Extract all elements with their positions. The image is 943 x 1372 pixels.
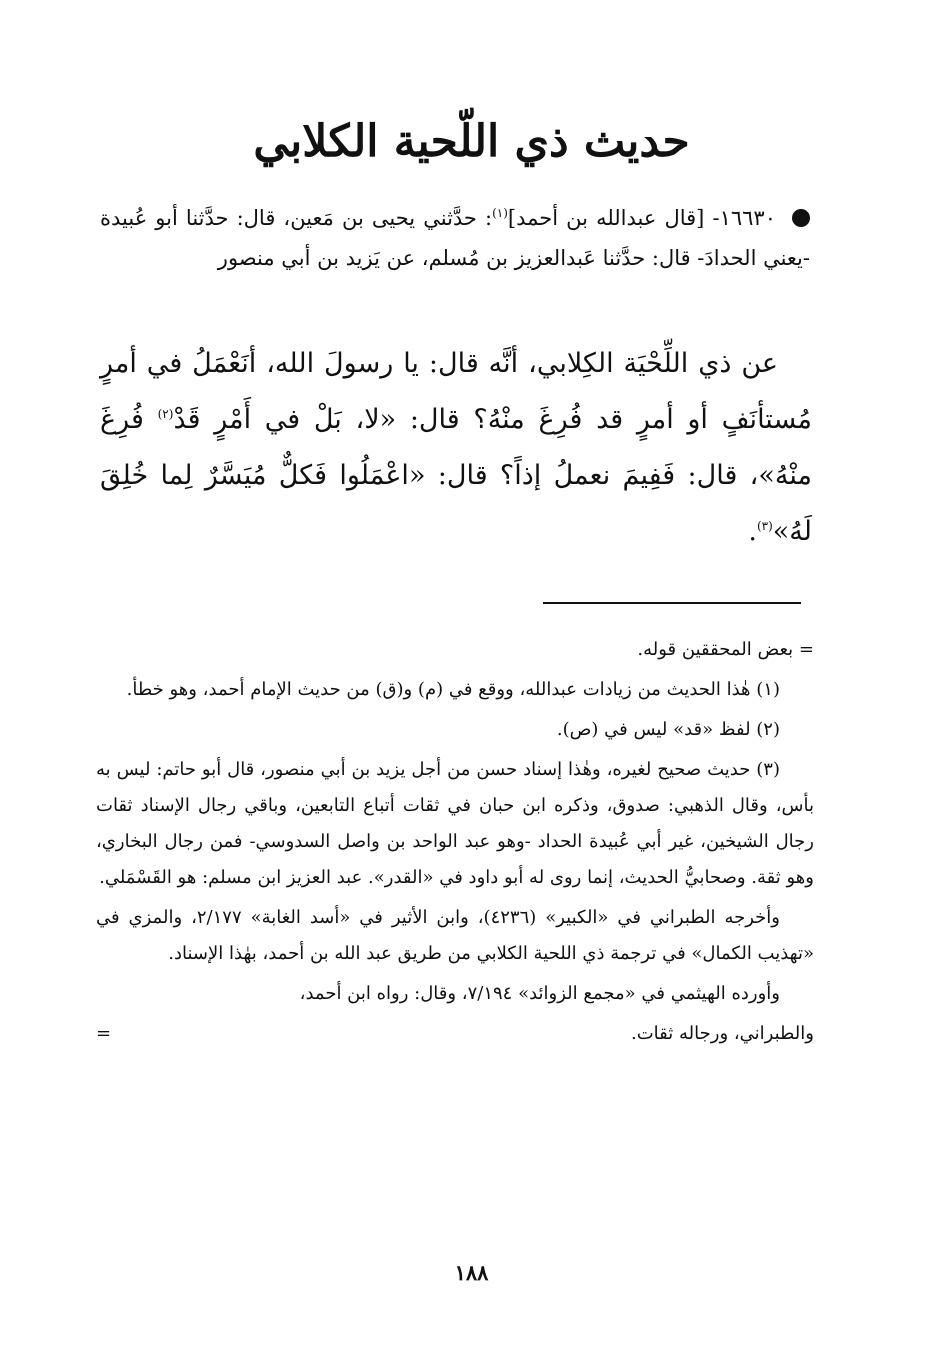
footnote-3-haythami-line1: وأورده الهيثمي في «مجمع الزوائد» ٧/١٩٤، وقال: رواه ابن أحمد، [299,983,780,1004]
continuation-mark: = [96,1023,112,1044]
footnote-last-row [96,1016,814,1052]
matn-text-part1: عن ذي اللِّحْيَة الكِلابي، أنَّه قال: يا رسولَ الله، أنَعْمَلُ في أمرٍ مُستأنَفٍ أو أمرٍ قد فُرِغَ منْهُ؟ قال: «لا، بَلْ في أَمْرٍ قَدْ [100,348,812,435]
page-number: ١٨٨ [454,1260,489,1285]
footnote-2: (٢) لفظ «قد» ليس في (ص). [556,719,780,740]
footnote-carryover: = بعض المحققين قوله. [637,639,814,660]
matn-text-part3: . [748,516,757,547]
hadith-matn [100,336,812,560]
footnote-3: (٣) حديث صحيح لغيره، وهٰذا إسناد حسن من أجل يزيد بن أبي منصور، قال أبو حاتم: ليس به بأس، وقال الذهبي: صدوق، وذكره ابن حبان في ثقات أتباع التابعين، وباقي رجال الإسناد ثقات رجال الشيخين، غير أبي عُبيدة الحداد -وهو عبد الواحد بن واصل السدوسي- فمن رجال البخاري، وهو ثقة. وصحابيُّ الحديث، إنما روى له أبو داود في «القدر». عبد العزيز ابن مسلم: هو القَسْمَلي. [96,759,814,888]
chapter-title: حديث ذي اللّحية الكلابي [253,116,690,167]
footnote-marker-2[interactable]: (٢) [157,407,174,421]
footnote-3-takhrij: وأخرجه الطبراني في «الكبير» (٤٢٣٦)، وابن الأثير في «أسد الغابة» ٢/١٧٧، والمزي في «تهذيب الكمال» في ترجمة ذي اللحية الكلابي من طريق عبد الله بن أحمد، بهٰذا الإسناد. [96,907,814,964]
footnote-3-haythami-line2: والطبراني، ورجاله ثقات. [631,1023,814,1044]
footnote-marker-1[interactable]: (١) [492,206,508,220]
footnote-marker-3[interactable]: (٣) [756,519,773,533]
footnote-separator [543,602,801,604]
hadith-number: ١٦٦٣٠- [712,206,776,230]
hadith-isnad [100,198,810,278]
bullet-icon [792,209,810,227]
isnad-chain-text: : حدَّثني يحيى بن مَعين، قال: حدَّثنا أبو عُبيدة -يعني الحدادَ- قال: حدَّثنا عَبدالعزيز بن مُسلم، عن يَزيد بن أبي منصور [100,206,810,270]
matn-text-part2: فُرِغَ منْهُ»، قال: فَفِيمَ نعملُ إذاً؟ قال: «اعْمَلُوا فَكلٌّ مُيَسَّرٌ لِما خُلِقَ لَهُ» [100,404,812,547]
isnad-narrator-bracket: [قال عبدالله بن أحمد] [507,206,705,230]
footnotes-section [96,632,814,1052]
footnote-1: (١) هٰذا الحديث من زيادات عبدالله، ووقع في (م) و(ق) من حديث الإمام أحمد، وهو خطأ. [126,679,780,700]
